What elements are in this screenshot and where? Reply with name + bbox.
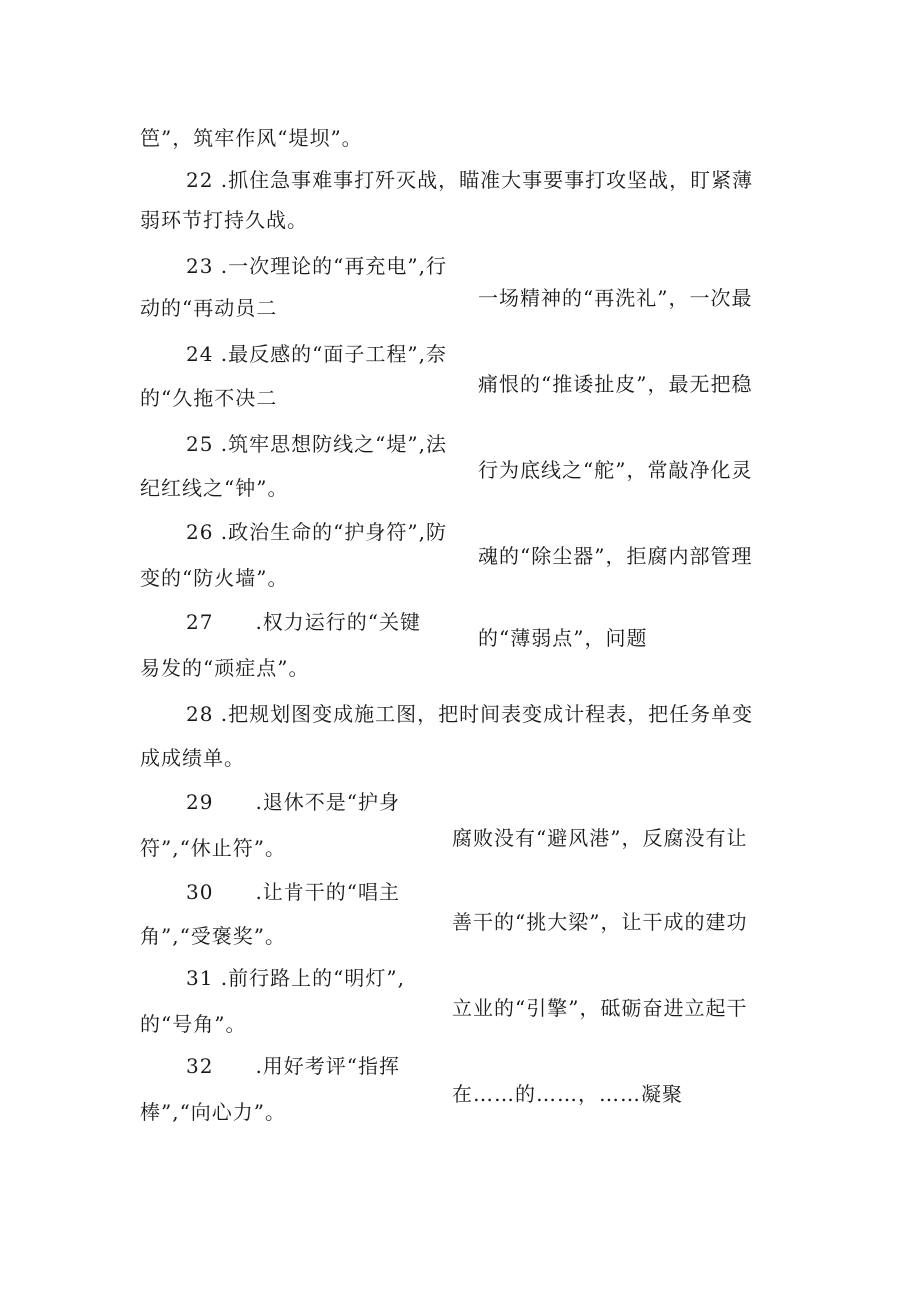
paragraph-30-right: 善干的“挑大梁”，让干成的建功 [452, 910, 748, 934]
paragraph-26-left: 26 .政治生命的“护身符”,防 [186, 520, 447, 544]
paragraph-25-line-2: 纪红线之“钟”。 [140, 476, 289, 500]
paragraph-31-right: 立业的“引擎”，砥砺奋进立起干 [452, 996, 748, 1020]
paragraph-26-line-2: 变的“防火墙”。 [140, 566, 289, 590]
paragraph-29-left: 29 .退休不是“护身 [186, 790, 401, 814]
paragraph-32-line-2: 棒”,“向心力”。 [140, 1100, 287, 1124]
paragraph-23-right: 一场精神的“再洗礼”，一次最 [478, 286, 753, 310]
paragraph-24-line-2: 的“久拖不决二 [140, 386, 278, 410]
paragraph-23-left: 23 .一次理论的“再充电”,行 [186, 254, 447, 278]
paragraph-32-right-clip [452, 1082, 712, 1106]
paragraph-27-left: 27 .权力运行的“关键 [186, 610, 422, 634]
paragraph-22-line-1: 22 .抓住急事难事打歼灭战，瞄准大事要事打攻坚战，盯紧薄 [186, 168, 754, 192]
paragraph-31-line-2: 的“号角”。 [140, 1012, 247, 1036]
paragraph-30-line-2: 角”,“受褒奖”。 [140, 924, 287, 948]
paragraph-32-left: 32 .用好考评“指挥 [186, 1054, 401, 1078]
paragraph-32-right: 在……的……，……凝聚 [452, 1082, 683, 1106]
paragraph-30-left: 30 .让肯干的“唱主 [186, 880, 401, 904]
paragraph-27-left-clip [186, 610, 456, 634]
paragraph-25-left: 25 .筑牢思想防线之“堤”,法 [186, 432, 447, 456]
paragraph-31-left: 31 .前行路上的“明灯”, [186, 966, 405, 990]
paragraph-27-line-2: 易发的“顽症点”。 [140, 656, 310, 680]
paragraph-29-right: 腐败没有“避风港”，反腐没有让 [452, 826, 748, 850]
paragraph-26-right: 魂的“除尘器”，拒腐内部管理 [478, 544, 753, 568]
paragraph-28-line-2: 成成绩单。 [140, 746, 245, 770]
paragraph-29-line-2: 符”,“休止符”。 [140, 836, 287, 860]
paragraph-24-left: 24 .最反感的“面子工程”,奈 [186, 342, 447, 366]
paragraph-23-line-2: 动的“再动员二 [140, 296, 278, 320]
paragraph-28-line-1: 28 .把规划图变成施工图，把时间表变成计程表，把任务单变 [186, 702, 754, 726]
paragraph-22-line-2: 弱环节打持久战。 [140, 208, 308, 232]
paragraph-24-right: 痛恨的“推诿扯皮”，最无把稳 [478, 372, 753, 396]
paragraph-line: 笆”，筑牢作风“堤坝”。 [140, 126, 363, 150]
paragraph-25-right: 行为底线之“舵”，常敲净化灵 [478, 458, 753, 482]
paragraph-27-right: 的“薄弱点”，问题 [478, 626, 648, 650]
paragraph-27-right-clip [478, 626, 698, 650]
